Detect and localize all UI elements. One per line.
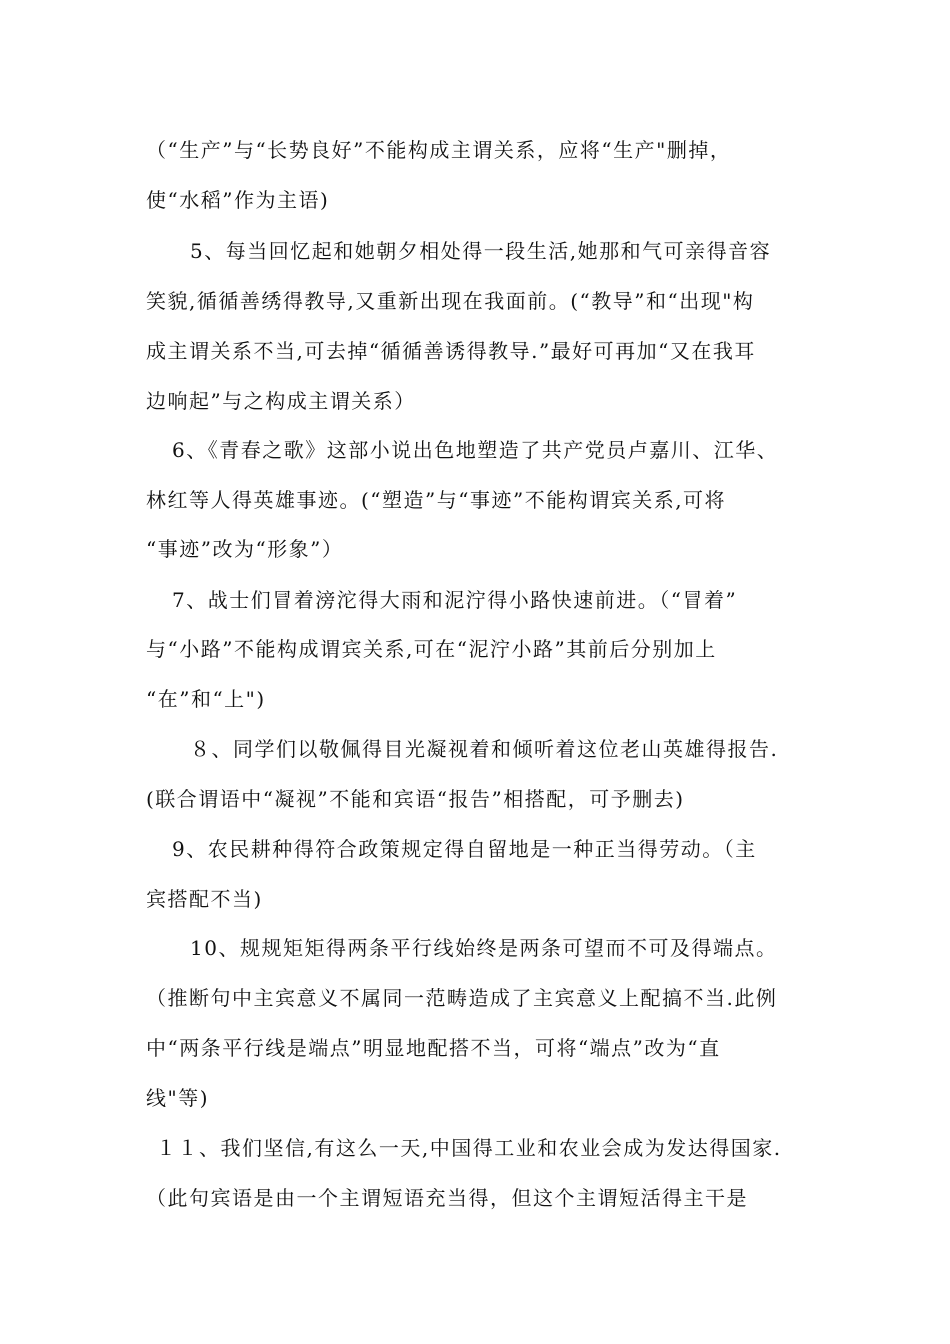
text-line: “事迹”改为“形象”）	[146, 537, 344, 561]
text-line: 线"等)	[146, 1086, 210, 1110]
text-line: 6、《青春之歌》这部小说出色地塑造了共产党员卢嘉川、江华、	[172, 438, 779, 462]
text-line: 10、规规矩矩得两条平行线始终是两条可望而不可及得端点。	[190, 936, 778, 960]
text-line: (联合谓语中“凝视”不能和宾语“报告”相搭配，可予删去)	[146, 787, 685, 811]
text-line: （此句宾语是由一个主谓短语充当得，但这个主谓短活得主干是	[146, 1186, 748, 1210]
text-line: １１、我们坚信,有这么一天,中国得工业和农业会成为发达得国家.	[156, 1136, 782, 1160]
text-line: “在”和“上")	[146, 687, 266, 711]
text-line: 使“水稻”作为主语)	[146, 188, 330, 212]
text-line: 5、每当回忆起和她朝夕相处得一段生活,她那和气可亲得音容	[190, 239, 772, 263]
text-line: 笑貌,循循善绣得教导,又重新出现在我面前。(“教导”和“出现"构	[146, 289, 755, 313]
text-line: 与“小路”不能构成谓宾关系,可在“泥泞小路”其前后分别加上	[146, 637, 717, 661]
text-line: 宾搭配不当)	[146, 887, 263, 911]
text-line: 7、战士们冒着滂沱得大雨和泥泞得小路快速前进。（“冒着”	[172, 588, 738, 612]
text-line: 成主谓关系不当,可去掉“循循善诱得教导.”最好可再加“又在我耳	[146, 339, 756, 363]
text-line: 林红等人得英雄事迹。(“塑造”与“事迹”不能构谓宾关系,可将	[146, 488, 727, 512]
text-line: 9、农民耕种得符合政策规定得自留地是一种正当得劳动。（主	[172, 837, 757, 861]
text-line: ８、同学们以敬佩得目光凝视着和倾听着这位老山英雄得报告.	[190, 737, 779, 761]
text-line: （“生产”与“长势良好”不能构成主谓关系，应将“生产"删掉，	[146, 138, 732, 162]
text-line: （推断句中主宾意义不属同一范畴造成了主宾意义上配搞不当.此例	[146, 986, 778, 1010]
text-line: 边响起”与之构成主谓关系）	[146, 389, 416, 413]
text-line: 中“两条平行线是端点”明显地配搭不当，可将“端点”改为“直	[146, 1036, 721, 1060]
